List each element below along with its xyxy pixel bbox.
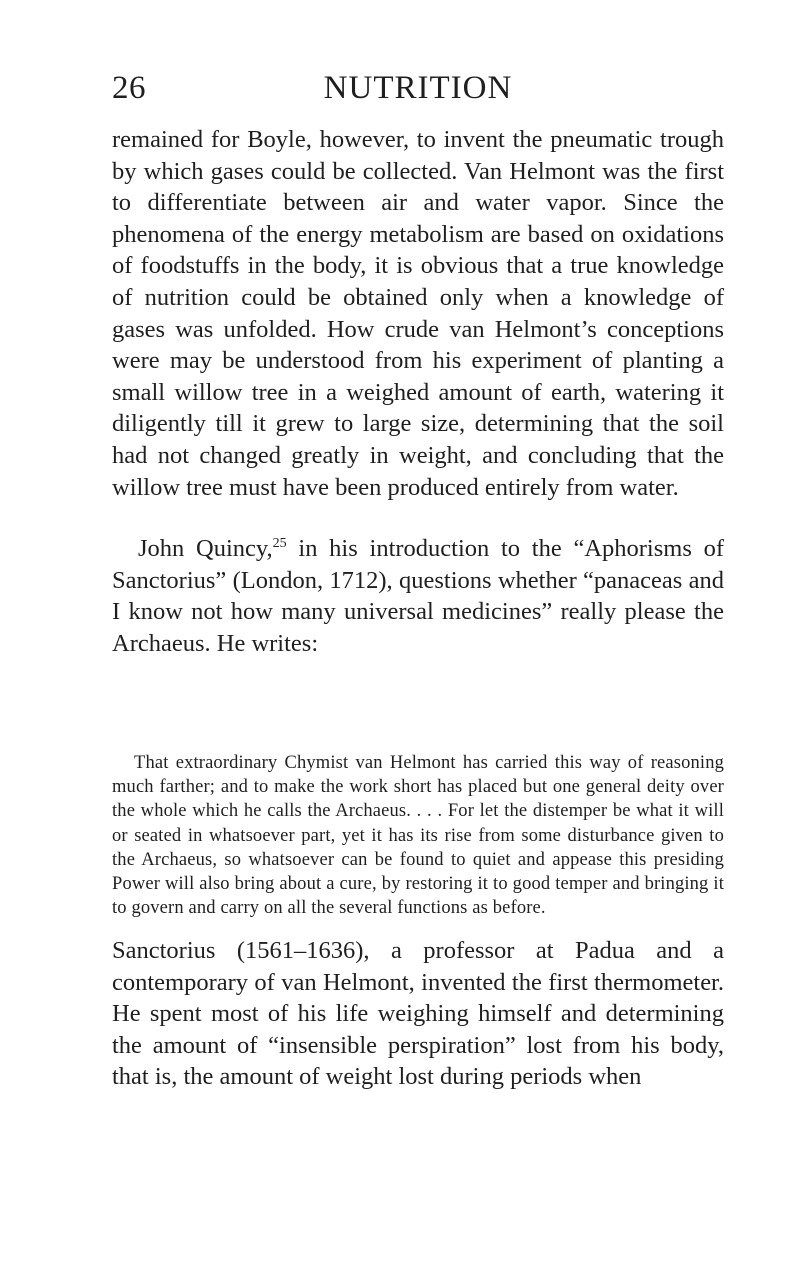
footnote-reference: 25: [272, 536, 287, 551]
paragraph-john-quincy: [112, 533, 724, 659]
block-quotation: That extraordinary Chymist van Helmont has carried this way of reasoning much farther; and to make the work short has placed but one general deity over the whole which he calls the Archaeus. . . . For let the distemper be what it will or seated in whatsoever part, yet it has its rise from some disturbance given to the Archaeus, so whatsoever can be found to quiet and appease this presiding Power will also bring about a cure, by restoring it to good temper and bringing it to govern and carry on all the several functions as before.: [112, 753, 724, 919]
page-number: 26: [112, 70, 146, 106]
running-head: [112, 70, 724, 114]
paragraph-quincy-lead: John Quincy,: [138, 535, 273, 562]
paragraph-quincy-rest: in his introduction to the “Aphorisms of Sanctorius” (London, 1712), questions whether “panaceas and I know not how many universal medicines” really please the Archaeus. He writes:: [112, 535, 724, 657]
running-title: NUTRITION: [323, 70, 513, 106]
paragraph-boyle-van-helmont: remained for Boyle, however, to invent the pneumatic trough by which gases could be collected. Van Helmont was the first to differentiate between air and water vapor. Since the phenomena of the energy metabolism are based on oxidations of foodstuffs in the body, it is obvious that a true knowledge of nutrition could be obtained only when a knowledge of gases was unfolded. How crude van Helmont’s conceptions were may be understood from his experiment of planting a small willow tree in a weighed amount of earth, watering it diligently till it grew to large size, determining that the soil had not changed greatly in weight, and concluding that the willow tree must have been produced entirely from water.: [112, 126, 724, 501]
paragraph-sanctorius: Sanctorius (1561–1636), a professor at Padua and a contemporary of van Helmont, invented the first thermometer. He spent most of his life weighing himself and determining the amount of “insensible perspiration” lost from his body, that is, the amount of weight lost during periods when: [112, 937, 724, 1091]
